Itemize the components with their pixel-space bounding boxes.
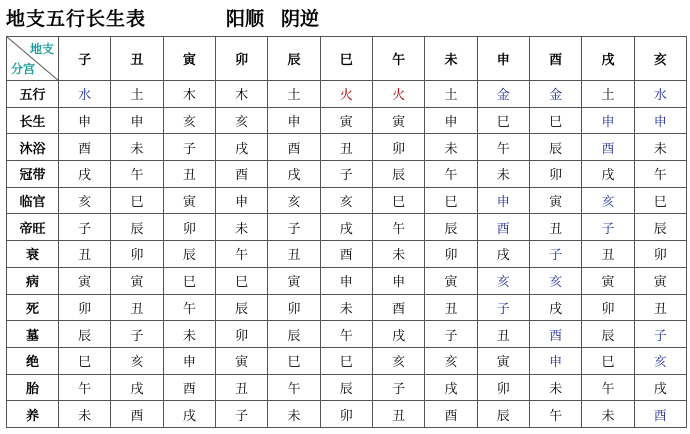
table-row <box>7 81 687 108</box>
table-cell: 申 <box>634 107 686 134</box>
table-cell: 丑 <box>372 401 424 428</box>
table-cell: 戌 <box>320 214 372 241</box>
table-cell: 丑 <box>111 294 163 321</box>
corner-label-top: 地支 <box>29 42 54 56</box>
table-cell: 寅 <box>215 347 267 374</box>
table-cell: 辰 <box>634 214 686 241</box>
table-cell: 午 <box>163 294 215 321</box>
branch-header: 申 <box>477 37 529 81</box>
table-cell: 丑 <box>215 374 267 401</box>
branch-header: 亥 <box>634 37 686 81</box>
table-cell: 寅 <box>477 347 529 374</box>
row-label: 衰 <box>7 241 59 268</box>
table-cell: 丑 <box>268 241 320 268</box>
table-cell: 午 <box>111 161 163 188</box>
branch-header: 丑 <box>111 37 163 81</box>
table-cell: 寅 <box>59 267 111 294</box>
table-cell: 未 <box>215 214 267 241</box>
table-cell: 戌 <box>425 374 477 401</box>
table-cell: 卯 <box>320 401 372 428</box>
table-cell: 火 <box>372 81 424 108</box>
table-cell: 辰 <box>582 321 634 348</box>
table-cell: 酉 <box>320 241 372 268</box>
table-cell: 辰 <box>372 161 424 188</box>
table-cell: 酉 <box>268 134 320 161</box>
table-cell: 巳 <box>215 267 267 294</box>
table-cell: 亥 <box>320 187 372 214</box>
branch-header: 子 <box>59 37 111 81</box>
table-cell: 亥 <box>529 267 581 294</box>
table-cell: 子 <box>59 214 111 241</box>
page-title: 地支五行长生表 <box>6 8 147 30</box>
row-label: 胎 <box>7 374 59 401</box>
table-cell: 申 <box>268 107 320 134</box>
row-label: 死 <box>7 294 59 321</box>
table-cell: 未 <box>111 134 163 161</box>
table-cell: 午 <box>59 374 111 401</box>
table-cell: 土 <box>425 81 477 108</box>
table-cell: 戌 <box>372 321 424 348</box>
table-cell: 丑 <box>582 241 634 268</box>
table-cell: 辰 <box>215 294 267 321</box>
table-cell: 子 <box>163 134 215 161</box>
row-label: 养 <box>7 401 59 428</box>
table-cell: 巳 <box>268 347 320 374</box>
table-cell: 子 <box>372 374 424 401</box>
table-cell: 未 <box>582 401 634 428</box>
table-cell: 未 <box>477 161 529 188</box>
table-cell: 巳 <box>111 187 163 214</box>
table-cell: 子 <box>582 214 634 241</box>
table-cell: 亥 <box>477 267 529 294</box>
table-cell: 午 <box>215 241 267 268</box>
table-cell: 巳 <box>163 267 215 294</box>
table-cell: 卯 <box>163 214 215 241</box>
table-cell: 卯 <box>268 294 320 321</box>
table-cell: 酉 <box>425 401 477 428</box>
table-cell: 酉 <box>111 401 163 428</box>
table-cell: 申 <box>320 267 372 294</box>
table-cell: 酉 <box>372 294 424 321</box>
table-cell: 辰 <box>59 321 111 348</box>
table-cell: 午 <box>529 401 581 428</box>
table-cell: 卯 <box>529 161 581 188</box>
table-cell: 土 <box>111 81 163 108</box>
table-row <box>7 374 687 401</box>
table-cell: 酉 <box>59 134 111 161</box>
table-cell: 戌 <box>59 161 111 188</box>
row-label: 墓 <box>7 321 59 348</box>
table-cell: 寅 <box>372 107 424 134</box>
table-cell: 辰 <box>163 241 215 268</box>
row-label: 临官 <box>7 187 59 214</box>
table-cell: 卯 <box>111 241 163 268</box>
table-cell: 酉 <box>529 321 581 348</box>
table-cell: 申 <box>529 347 581 374</box>
table-row <box>7 107 687 134</box>
table-cell: 未 <box>372 241 424 268</box>
table-cell: 丑 <box>425 294 477 321</box>
row-label: 长生 <box>7 107 59 134</box>
table-cell: 子 <box>477 294 529 321</box>
table-cell: 卯 <box>215 321 267 348</box>
table-cell: 巳 <box>372 187 424 214</box>
table-cell: 未 <box>163 321 215 348</box>
table-cell: 亥 <box>59 187 111 214</box>
table-cell: 子 <box>320 161 372 188</box>
table-cell: 子 <box>634 321 686 348</box>
table-cell: 戌 <box>163 401 215 428</box>
table-cell: 辰 <box>529 134 581 161</box>
table-body <box>7 37 687 428</box>
table-cell: 子 <box>425 321 477 348</box>
branch-header: 卯 <box>215 37 267 81</box>
table-cell: 亥 <box>372 347 424 374</box>
table-row <box>7 241 687 268</box>
table-cell: 戌 <box>215 134 267 161</box>
table-row <box>7 401 687 428</box>
table-cell: 未 <box>59 401 111 428</box>
table-cell: 丑 <box>477 321 529 348</box>
table-cell: 巳 <box>425 187 477 214</box>
table-cell: 亥 <box>163 107 215 134</box>
table-cell: 丑 <box>634 294 686 321</box>
table-cell: 申 <box>163 347 215 374</box>
table-cell: 巳 <box>477 107 529 134</box>
table-cell: 午 <box>582 374 634 401</box>
table-cell: 辰 <box>477 401 529 428</box>
table-cell: 戌 <box>268 161 320 188</box>
table-cell: 巳 <box>59 347 111 374</box>
table-cell: 巳 <box>634 187 686 214</box>
branch-header: 酉 <box>529 37 581 81</box>
table-cell: 丑 <box>163 161 215 188</box>
table-cell: 丑 <box>59 241 111 268</box>
row-label: 病 <box>7 267 59 294</box>
table-cell: 申 <box>59 107 111 134</box>
table-cell: 寅 <box>529 187 581 214</box>
table-cell: 申 <box>111 107 163 134</box>
table-cell: 金 <box>477 81 529 108</box>
table-cell: 辰 <box>111 214 163 241</box>
table-cell: 未 <box>320 294 372 321</box>
table-cell: 亥 <box>268 187 320 214</box>
table-cell: 卯 <box>59 294 111 321</box>
table-cell: 午 <box>477 134 529 161</box>
table-cell: 土 <box>268 81 320 108</box>
row-label: 绝 <box>7 347 59 374</box>
table-cell: 午 <box>372 214 424 241</box>
table-cell: 申 <box>477 187 529 214</box>
table-cell: 午 <box>268 374 320 401</box>
table-cell: 酉 <box>582 134 634 161</box>
table-cell: 戌 <box>634 374 686 401</box>
table-row <box>7 187 687 214</box>
table-cell: 水 <box>634 81 686 108</box>
table-cell: 申 <box>425 107 477 134</box>
table-cell: 金 <box>529 81 581 108</box>
corner-label-bottom: 分宫 <box>11 62 36 77</box>
table-cell: 卯 <box>477 374 529 401</box>
table-cell: 火 <box>320 81 372 108</box>
table-cell: 寅 <box>582 267 634 294</box>
branch-header: 巳 <box>320 37 372 81</box>
table-cell: 戌 <box>582 161 634 188</box>
table-cell: 寅 <box>268 267 320 294</box>
table-cell: 酉 <box>163 374 215 401</box>
branch-header: 未 <box>425 37 477 81</box>
table-cell: 未 <box>634 134 686 161</box>
table-cell: 卯 <box>634 241 686 268</box>
table-cell: 酉 <box>634 401 686 428</box>
corner-cell <box>7 37 59 81</box>
changsheng-table <box>6 36 687 428</box>
table-cell: 辰 <box>268 321 320 348</box>
header-row <box>7 37 687 81</box>
table-cell: 寅 <box>163 187 215 214</box>
subtitle-yin: 阴逆 <box>281 8 320 30</box>
table-cell: 寅 <box>634 267 686 294</box>
table-cell: 戌 <box>111 374 163 401</box>
table-cell: 丑 <box>320 134 372 161</box>
table-cell: 巳 <box>529 107 581 134</box>
table-cell: 戌 <box>477 241 529 268</box>
table-cell: 辰 <box>320 374 372 401</box>
branch-header: 寅 <box>163 37 215 81</box>
table-cell: 丑 <box>529 214 581 241</box>
table-cell: 卯 <box>425 241 477 268</box>
branch-header: 戌 <box>582 37 634 81</box>
table-cell: 子 <box>529 241 581 268</box>
table-cell: 申 <box>582 107 634 134</box>
table-cell: 亥 <box>215 107 267 134</box>
branch-header: 辰 <box>268 37 320 81</box>
table-row <box>7 294 687 321</box>
title-bar <box>6 4 686 32</box>
table-cell: 申 <box>215 187 267 214</box>
subtitle-yang: 阳顺 <box>226 8 265 30</box>
table-cell: 未 <box>529 374 581 401</box>
table-cell: 寅 <box>111 267 163 294</box>
table-cell: 亥 <box>425 347 477 374</box>
table-row <box>7 214 687 241</box>
table-cell: 子 <box>268 214 320 241</box>
table-cell: 酉 <box>477 214 529 241</box>
table-cell: 寅 <box>425 267 477 294</box>
row-label: 五行 <box>7 81 59 108</box>
table-cell: 木 <box>215 81 267 108</box>
branch-header: 午 <box>372 37 424 81</box>
table-cell: 未 <box>425 134 477 161</box>
table-cell: 亥 <box>111 347 163 374</box>
table-cell: 卯 <box>372 134 424 161</box>
table-cell: 戌 <box>529 294 581 321</box>
table-row <box>7 161 687 188</box>
table-cell: 木 <box>163 81 215 108</box>
table-cell: 卯 <box>582 294 634 321</box>
table-cell: 辰 <box>425 214 477 241</box>
table-cell: 午 <box>425 161 477 188</box>
table-cell: 申 <box>372 267 424 294</box>
table-cell: 午 <box>634 161 686 188</box>
table-cell: 土 <box>582 81 634 108</box>
table-cell: 巳 <box>320 347 372 374</box>
table-cell: 水 <box>59 81 111 108</box>
table-row <box>7 347 687 374</box>
table-cell: 子 <box>111 321 163 348</box>
table-row <box>7 321 687 348</box>
row-label: 冠带 <box>7 161 59 188</box>
row-label: 沐浴 <box>7 134 59 161</box>
table-cell: 巳 <box>582 347 634 374</box>
table-cell: 亥 <box>634 347 686 374</box>
table-cell: 酉 <box>215 161 267 188</box>
table-row <box>7 267 687 294</box>
table-cell: 寅 <box>320 107 372 134</box>
row-label: 帝旺 <box>7 214 59 241</box>
table-cell: 未 <box>268 401 320 428</box>
table-cell: 午 <box>320 321 372 348</box>
table-row <box>7 134 687 161</box>
table-cell: 子 <box>215 401 267 428</box>
table-cell: 亥 <box>582 187 634 214</box>
